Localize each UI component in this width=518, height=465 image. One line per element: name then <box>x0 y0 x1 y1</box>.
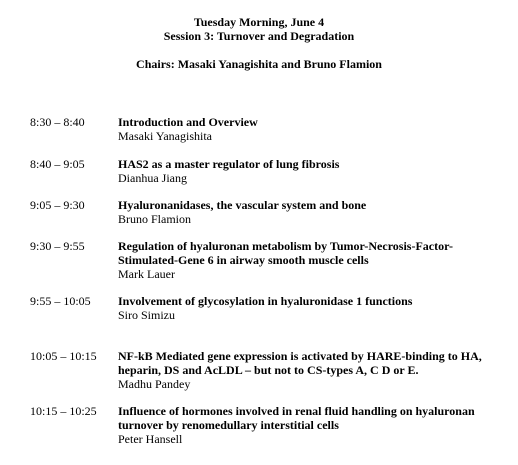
schedule-time: 10:15 – 10:25 <box>30 404 97 418</box>
schedule-time: 10:05 – 10:15 <box>30 349 97 363</box>
talk-title: NF-kB Mediated gene expression is activated by HARE-binding to HA, heparin, DS and AcLDL – but not to CS-types A, C D or E. <box>118 349 482 377</box>
schedule-time: 8:30 – 8:40 <box>30 115 85 129</box>
talk-speaker: Dianhua Jiang <box>118 171 187 185</box>
talk-title: HAS2 as a master regulator of lung fibrosis <box>118 157 340 171</box>
talk-title: Involvement of glycosylation in hyaluronidase 1 functions <box>118 294 413 308</box>
session-chairs: Chairs: Masaki Yanagishita and Bruno Flamion <box>136 57 382 71</box>
talk-title: Hyaluronanidases, the vascular system and bone <box>118 198 367 212</box>
talk-speaker: Siro Simizu <box>118 308 176 322</box>
talk-speaker: Masaki Yanagishita <box>118 129 212 143</box>
session-day: Tuesday Morning, June 4 <box>193 15 325 29</box>
talk-speaker: Peter Hansell <box>118 432 183 446</box>
schedule-time: 9:30 – 9:55 <box>30 239 85 253</box>
schedule-time: 8:40 – 9:05 <box>30 157 85 171</box>
talk-title: Influence of hormones involved in renal fluid handling on hyaluronan turnover by renomedullary interstitial cells <box>118 404 475 432</box>
session-title: Session 3: Turnover and Degradation <box>163 29 355 43</box>
talk-speaker: Bruno Flamion <box>118 212 192 226</box>
schedule-time: 9:55 – 10:05 <box>30 294 91 308</box>
talk-speaker: Madhu Pandey <box>118 377 191 391</box>
talk-speaker: Mark Lauer <box>118 267 175 281</box>
talk-title: Introduction and Overview <box>118 115 258 129</box>
schedule-time: 9:05 – 9:30 <box>30 198 85 212</box>
talk-title: Regulation of hyaluronan metabolism by Tumor-Necrosis-Factor-Stimulated-Gene 6 in airway smooth muscle cells <box>118 239 453 267</box>
